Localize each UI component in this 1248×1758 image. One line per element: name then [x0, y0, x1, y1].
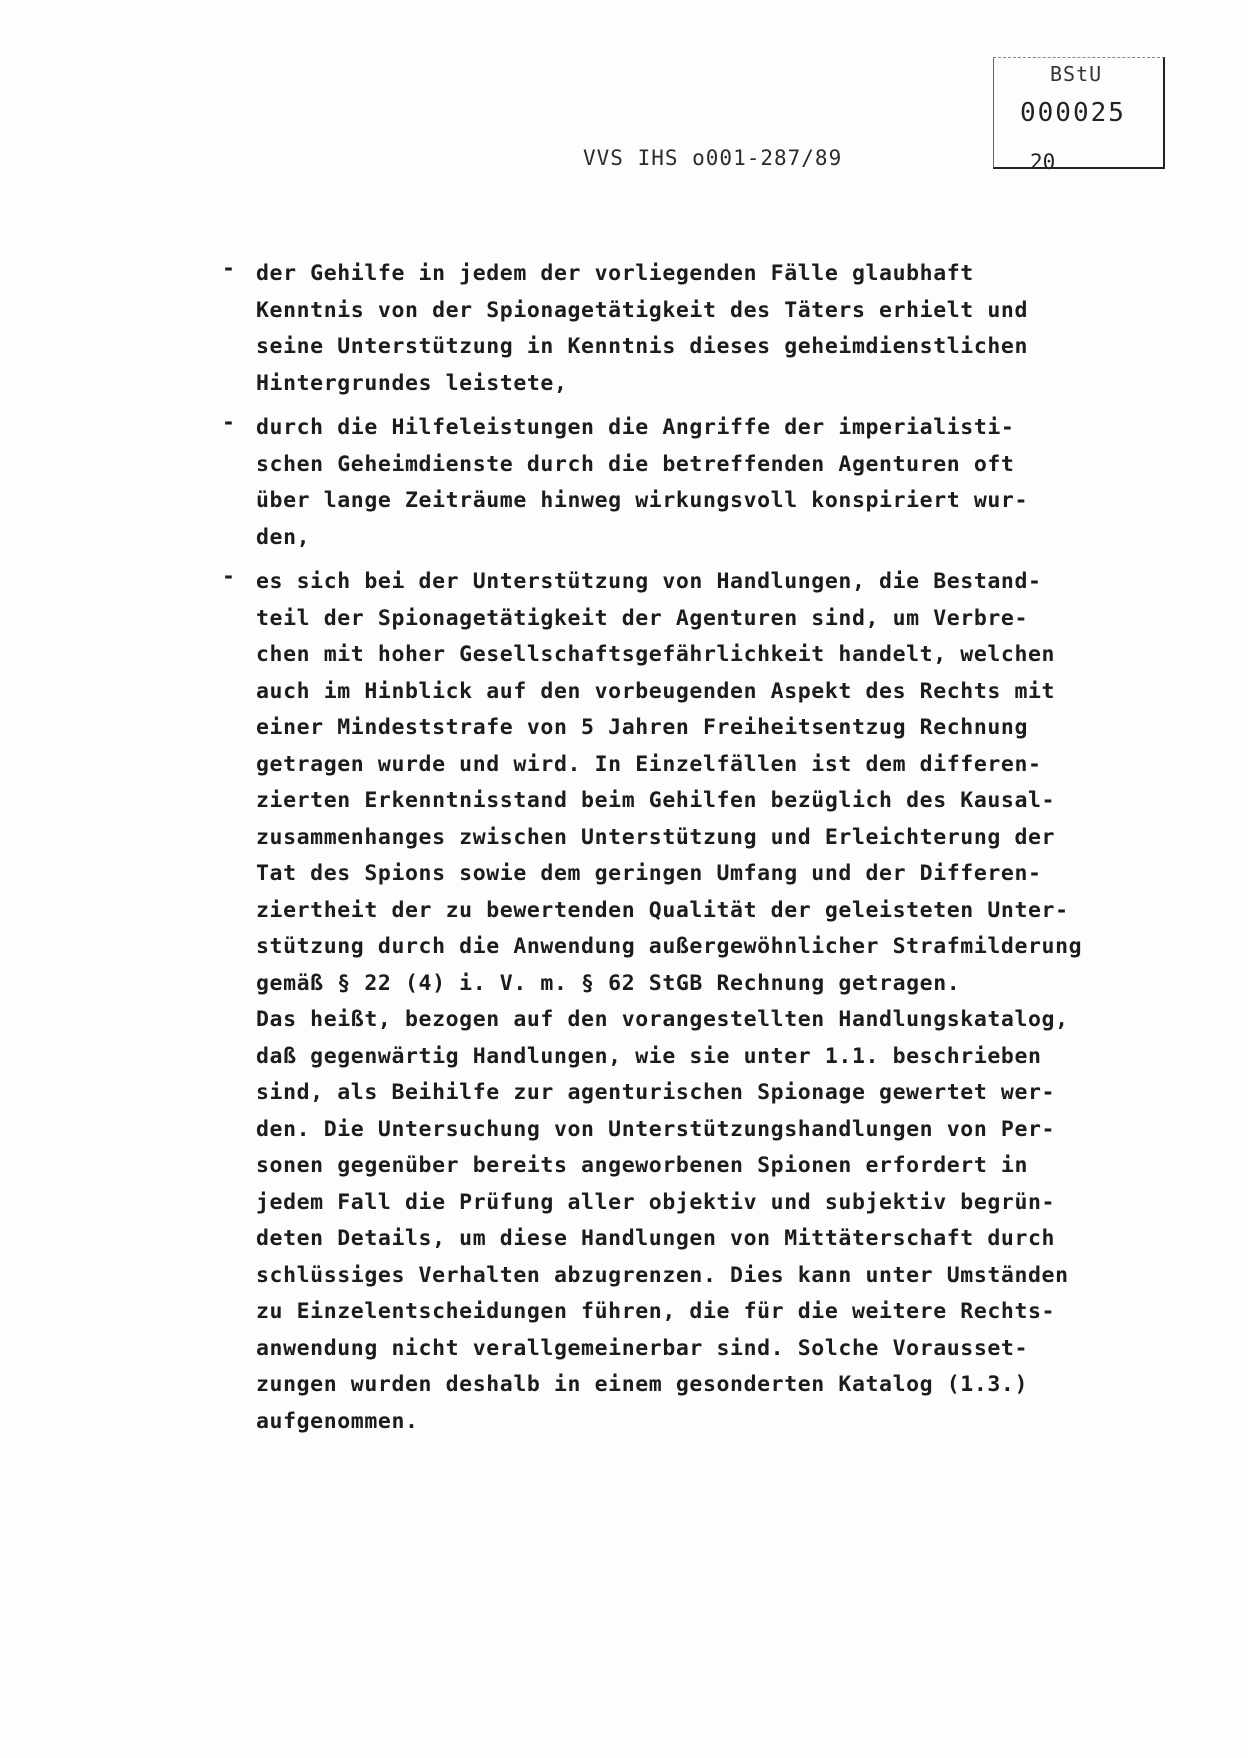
text-line: sonen gegenüber bereits angeworbenen Spionen erfordert in [256, 1153, 1029, 1178]
text-line: Hintergrundes leistete, [256, 370, 568, 396]
text-line: schlüssiges Verhalten abzugrenzen. Dies kann unter Umständen [256, 1262, 1069, 1288]
text-line: den. Die Untersuchung von Unterstützungshandlungen von Per- [256, 1116, 1056, 1142]
text-line: deten Details, um diese Handlungen von Mittäterschaft durch [256, 1226, 1056, 1251]
list-item [222, 564, 1182, 1440]
text-line: der Gehilfe in jedem der vorliegenden Fälle glaubhaft [256, 261, 974, 286]
stamp-label: BStU [1050, 62, 1103, 86]
document-reference: VVS IHS o001-287/89 [583, 146, 843, 170]
text-line: schen Geheimdienste durch die betreffenden Agenturen oft [256, 451, 1015, 477]
text-line: einer Mindeststrafe von 5 Jahren Freiheitsentzug Rechnung [256, 715, 1029, 740]
text-line: zusammenhanges zwischen Unterstützung und Erleichterung der [256, 824, 1056, 850]
bullet-dash: - [222, 256, 236, 281]
bullet-dash: - [222, 410, 236, 435]
text-line: seine Unterstützung in Kenntnis dieses geheimdienstlichen [256, 334, 1029, 359]
text-line: chen mit hoher Gesellschaftsgefährlichkeit handelt, welchen [256, 642, 1056, 667]
text-line: Tat des Spions sowie dem geringen Umfang und der Differen- [256, 861, 1042, 886]
bullet-dash: - [222, 564, 236, 589]
text-line: jedem Fall die Prüfung aller objektiv und subjektiv begrün- [256, 1189, 1056, 1215]
list-item [222, 410, 1182, 556]
text-line: stützung durch die Anwendung außergewöhnlicher Strafmilderung [256, 934, 1083, 959]
text-line: über lange Zeiträume hinweg wirkungsvoll konspiriert wur- [256, 488, 1029, 513]
text-line: sind, als Beihilfe zur agenturischen Spionage gewertet wer- [256, 1080, 1056, 1105]
archive-stamp [993, 57, 1165, 169]
text-line: getragen wurde und wird. In Einzelfällen ist dem differen- [256, 751, 1042, 777]
text-line: zungen wurden deshalb in einem gesonderten Katalog (1.3.) [256, 1372, 1029, 1397]
text-line: aufgenommen. [256, 1408, 419, 1434]
text-line: gemäß § 22 (4) i. V. m. § 62 StGB Rechnung getragen. [256, 970, 961, 996]
text-line: durch die Hilfeleistungen die Angriffe der imperialisti- [256, 415, 1015, 440]
text-line: zierten Erkenntnisstand beim Gehilfen bezüglich des Kausal- [256, 788, 1056, 813]
text-line: ziertheit der zu bewertenden Qualität der geleisteten Unter- [256, 897, 1069, 923]
text-line: zu Einzelentscheidungen führen, die für die weitere Rechts- [256, 1299, 1056, 1324]
body-text [222, 256, 1182, 1448]
text-line: Das heißt, bezogen auf den vorangestellten Handlungskatalog, [256, 1007, 1069, 1032]
text-line: daß gegenwärtig Handlungen, wie sie unter 1.1. beschrieben [256, 1043, 1042, 1069]
text-line: auch im Hinblick auf den vorbeugenden Aspekt des Rechts mit [256, 678, 1056, 704]
text-line: Kenntnis von der Spionagetätigkeit des Täters erhielt und [256, 297, 1029, 323]
list-item [222, 256, 1182, 402]
page-number: 20 [1030, 150, 1056, 174]
text-line: den, [256, 524, 311, 550]
text-line: es sich bei der Unterstützung von Handlungen, die Bestand- [256, 569, 1042, 594]
stamp-number: 000025 [1020, 98, 1126, 128]
text-line: teil der Spionagetätigkeit der Agenturen sind, um Verbre- [256, 605, 1029, 631]
text-line: anwendung nicht verallgemeinerbar sind. Solche Vorausset- [256, 1335, 1029, 1361]
